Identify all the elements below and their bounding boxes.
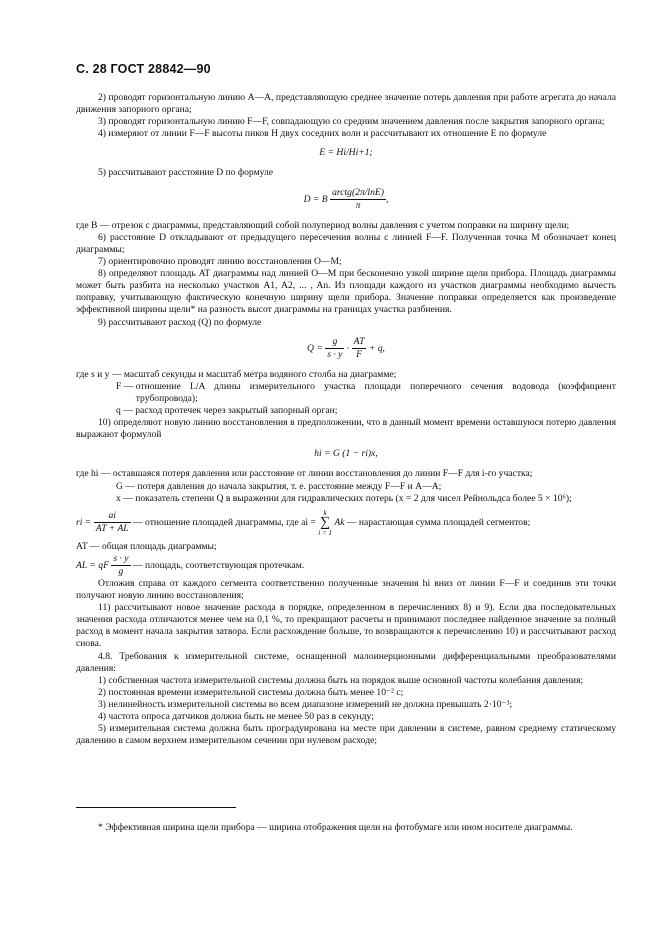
formula-r-sum [318, 509, 332, 537]
formula-al [76, 553, 616, 578]
item-8: 8) определяют площадь AT диаграммы над линией O—M при бесконечно узкой ширине щели прибора. Площадь диаграммы может быть разбита на несколько участков A1, A2, ... , An. Из площади каждого из участков диаграммы необходимо вычесть поправку, учитывающую фактическую конечную ширину щели прибора. Значение поправки определяется как произведение эффективной ширины щели* на разность высот диаграммы на границах участка разбиения. [76, 268, 616, 316]
footnote-divider [76, 807, 236, 808]
req-2: 2) постоянная времени измерительной системы должна быть менее 10⁻² с; [98, 686, 404, 698]
item-11: 11) рассчитывают новое значение расхода в порядке, определенном в перечислениях 8) и 9). Если два последовательных значения расхода отличаются менее чем на 0,1 %, то прекращают расчеты и принимают последнее найденное значение за полный расход в момент начала закрытия затвора. Если расхождение больше, то возвращаются к перечислению 10) и рассчитывают расход снова. [76, 602, 616, 650]
formula-r-sum-top: k [323, 508, 327, 517]
formula-r [76, 509, 616, 537]
where-sy: где s и y — масштаб секунды и масштаб метра водяного столба на диаграмме; [76, 368, 397, 380]
where-x-text: показатель степени Q в выражении для гидравлических потерь (x = 2 для чисел Рейнольдса более 5 × 10⁶); [135, 492, 572, 504]
req-5: 5) измерительная система должна быть проградуирована на месте при давлении в системе, равном среднему статическому давлению в самом верхнем измерительном сечении при нулевом расходе; [76, 723, 616, 747]
where-x [76, 493, 616, 505]
formula-d-left: D = B [303, 193, 328, 205]
formula-q-left: Q = [307, 342, 323, 354]
where-h-text: оставшаяся потеря давления или расстояние от линии восстановления до линии F—F для i-го участка; [112, 468, 533, 480]
document-body [76, 92, 616, 747]
formula-q: Q = $\frac{g}{s \cdot y}$ · $\frac{AT}{F}$ + q, [307, 335, 385, 360]
formula-r-num: ai [94, 510, 131, 523]
item-5: 5) рассчитывают расстояние D по формуле [98, 167, 274, 179]
where-at: AT — общая площадь диаграммы; [76, 540, 217, 552]
formula-al-num: s · y [111, 553, 130, 566]
formula-al-left: AL = qF [76, 559, 109, 571]
formula-r-fraction [94, 510, 131, 535]
formula-d-numerator: arctg(2π/lnE) [330, 187, 386, 200]
formula-d-denominator: π [355, 199, 361, 211]
section-4-8: 4.8. Требования к измерительной системе, оснащенной малоинерционными дифференциальными преобразователями давления: [76, 650, 616, 674]
footnote: * Эффективная ширина щели прибора — ширина отображения щели на фотобумаге или ином носителе диаграммы. [98, 821, 573, 833]
formula-r-sum-term: Ak [334, 516, 345, 528]
formula-q-den2: F [356, 348, 362, 360]
formula-r-left: ri = [76, 516, 92, 528]
formula-e: E = Hi/Hi+1; [319, 147, 373, 159]
req-1: 1) собственная частота измерительной системы должна быть на порядок выше основной частоты колебания давления; [98, 674, 584, 686]
item-6: 6) расстояние D откладывают от предыдущего пересечения волны с линией F—F. Полученная точка M обозначает конец диаграммы; [76, 231, 616, 255]
req-4: 4) частота опроса датчиков должна быть не менее 50 раз в секунду; [98, 711, 374, 723]
where-x-label: x — [116, 492, 133, 504]
formula-q-num1: g [325, 336, 344, 349]
where-h-label: где hi — [76, 468, 111, 480]
sigma-icon: ∑ [320, 514, 331, 530]
where-q: q — расход протечек через закрытый запорный орган; [116, 405, 338, 417]
item-7: 7) ориентировочно проводят линию восстановления O—M; [98, 256, 342, 268]
formula-r-mid: — отношение площадей диаграммы, где ai = [133, 516, 316, 528]
formula-r-tail: — нарастающая сумма площадей сегментов; [346, 516, 531, 528]
formula-al-fraction [111, 553, 130, 578]
formula-d: D = B $\frac{\text{arctg(2π/lnE)}}{\pi}$ , [303, 186, 389, 211]
formula-h: hi = G (1 − ri)x, [314, 448, 378, 460]
formula-al-den: g [118, 565, 124, 577]
where-f-label: F — [116, 380, 134, 392]
formula-d-fraction [330, 187, 386, 212]
where-f-text: отношение L/A длины измерительного участка площади поперечного сечения водовода (коэффициент трубопровода); [135, 380, 616, 404]
formula-q-fraction-1 [325, 336, 344, 361]
item-10: 10) определяют новую линию восстановления в предположении, что в данный момент времени оставшуюся потерю давления выражают формулой [76, 417, 616, 441]
formula-q-den1: s · y [327, 348, 343, 360]
where-b-text: отрезок с диаграммы, представляющий собой полупериод волны давления с учетом поправки на ширину щели; [111, 219, 570, 231]
item-4: 4) измеряют от линии F—F высоты пиков H двух соседних волн и рассчитывают их отношение E по формуле [98, 128, 547, 140]
para-otlozhiv: Отложив справа от каждого сегмента соответственно полученные значения hi вниз от линии F—F и соединив эти точки получают новую линию восстановления; [76, 578, 616, 602]
formula-q-tail: + q, [368, 342, 385, 354]
where-g: G — потеря давления до начала закрытия, т. е. расстояние между F—F и A—A; [116, 480, 442, 492]
formula-r-den: AT + AL [95, 523, 129, 535]
formula-al-tail: — площадь, соответствующая протечкам. [132, 559, 305, 571]
item-2: 2) проводят горизонтальную линию A—A, представляющую среднее значение потерь давления при работе агрегата до начала движения запорного органа; [76, 92, 616, 116]
where-b-label: где B — [76, 219, 110, 231]
item-9: 9) рассчитывают расход (Q) по формуле [98, 316, 262, 328]
req-3: 3) нелинейность измерительной системы во всем диапазоне измерений не должна превышать 2·10⁻³; [98, 698, 513, 710]
where-h [76, 468, 616, 480]
formula-q-fraction-2 [352, 336, 367, 361]
formula-q-num2: AT [352, 336, 367, 349]
where-b [76, 220, 616, 232]
where-f [76, 381, 616, 405]
item-3: 3) проводят горизонтальную линию F—F, совпадающую со средним значением давления после закрытия запорного органа; [98, 116, 605, 128]
formula-r-sum-bot: i = 1 [318, 528, 332, 537]
page-header: С. 28 ГОСТ 28842—90 [76, 62, 211, 76]
